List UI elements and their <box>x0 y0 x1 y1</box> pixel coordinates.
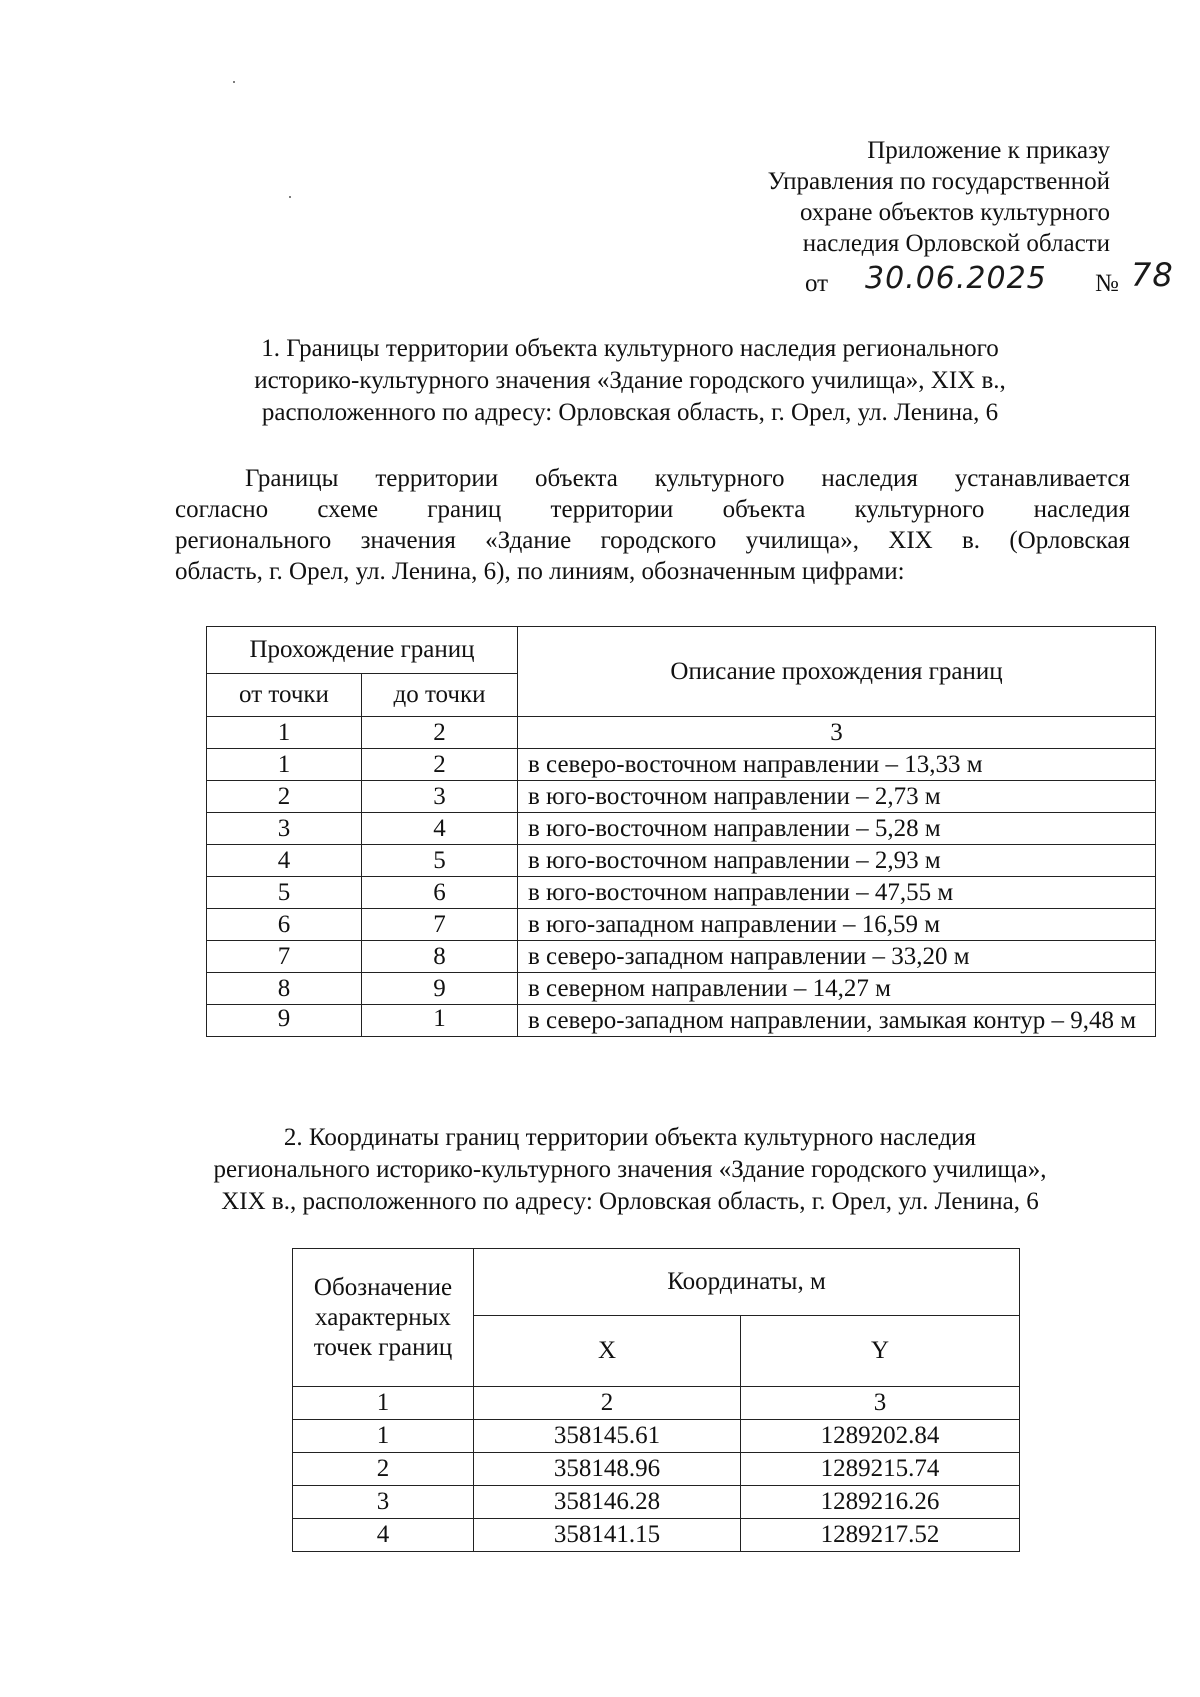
column-number-row <box>207 717 1156 749</box>
cell-from: 9 <box>207 1005 362 1037</box>
paragraph-line: согласно схеме границ территории объекта культурного наследия <box>175 496 1130 523</box>
header-boundary-passage: Прохождение границ <box>207 627 518 674</box>
cell-description: в северо-западном направлении – 33,20 м <box>518 941 1156 973</box>
heading-line: 1. Границы территории объекта культурного наследия регионального <box>261 335 999 362</box>
scan-speck <box>233 81 235 83</box>
table-row <box>293 1420 1020 1453</box>
date-prefix: от <box>805 270 829 297</box>
table-row <box>207 781 1156 813</box>
cell-from: 4 <box>207 845 362 877</box>
header-x: X <box>474 1316 741 1387</box>
cell-to: 1 <box>362 1005 518 1037</box>
number-sign: № <box>1095 270 1119 297</box>
table-row <box>207 813 1156 845</box>
appendix-block <box>768 135 1110 259</box>
cell-to: 8 <box>362 941 518 973</box>
heading-line: регионального историко-культурного значения «Здание городского училища», <box>213 1156 1047 1183</box>
cell-y: 1289215.74 <box>741 1453 1020 1486</box>
table-row <box>293 1453 1020 1486</box>
cell-to: 2 <box>362 749 518 781</box>
coordinates-table <box>292 1248 1020 1552</box>
cell-to: 6 <box>362 877 518 909</box>
cell-from: 5 <box>207 877 362 909</box>
cell-description: в юго-западном направлении – 16,59 м <box>518 909 1156 941</box>
table-row <box>207 909 1156 941</box>
column-number: 1 <box>207 717 362 749</box>
cell-description: в юго-восточном направлении – 5,28 м <box>518 813 1156 845</box>
paragraph-line: область, г. Орел, ул. Ленина, 6), по линиям, обозначенным цифрами: <box>175 558 905 585</box>
cell-x: 358148.96 <box>474 1453 741 1486</box>
cell-to: 5 <box>362 845 518 877</box>
paragraph-line: регионального значения «Здание городского училища», XIX в. (Орловская <box>175 527 1130 554</box>
cell-to: 3 <box>362 781 518 813</box>
column-number-row <box>293 1387 1020 1420</box>
column-number: 1 <box>293 1387 474 1420</box>
boundary-lines-table <box>206 626 1156 1037</box>
cell-from: 3 <box>207 813 362 845</box>
cell-description: в юго-восточном направлении – 47,55 м <box>518 877 1156 909</box>
handwritten-number: 78 <box>1131 256 1174 294</box>
cell-from: 1 <box>207 749 362 781</box>
column-number: 3 <box>741 1387 1020 1420</box>
table-row <box>207 1005 1156 1037</box>
cell-description: в северном направлении – 14,27 м <box>518 973 1156 1005</box>
column-number: 2 <box>362 717 518 749</box>
cell-description: в юго-восточном направлении – 2,93 м <box>518 845 1156 877</box>
appendix-line: Приложение к приказу <box>867 137 1110 164</box>
header-y: Y <box>741 1316 1020 1387</box>
cell-y: 1289216.26 <box>741 1486 1020 1519</box>
cell-from: 6 <box>207 909 362 941</box>
table-row <box>207 941 1156 973</box>
cell-point: 1 <box>293 1420 474 1453</box>
section1-heading <box>170 333 1090 429</box>
cell-description: в юго-восточном направлении – 2,73 м <box>518 781 1156 813</box>
cell-to: 4 <box>362 813 518 845</box>
appendix-line: Управления по государственной <box>767 168 1110 195</box>
table-row <box>207 877 1156 909</box>
appendix-line: наследия Орловской области <box>802 230 1110 257</box>
header-coordinates: Координаты, м <box>474 1249 1020 1316</box>
heading-line: XIX в., расположенного по адресу: Орловская область, г. Орел, ул. Ленина, 6 <box>221 1188 1039 1215</box>
cell-from: 7 <box>207 941 362 973</box>
cell-point: 3 <box>293 1486 474 1519</box>
column-number: 2 <box>474 1387 741 1420</box>
table-row <box>293 1519 1020 1552</box>
heading-line: историко-культурного значения «Здание городского училища», XIX в., <box>254 367 1006 394</box>
header-description: Описание прохождения границ <box>518 627 1156 717</box>
scan-speck <box>289 196 291 198</box>
cell-y: 1289202.84 <box>741 1420 1020 1453</box>
column-number: 3 <box>518 717 1156 749</box>
cell-to: 9 <box>362 973 518 1005</box>
cell-point: 2 <box>293 1453 474 1486</box>
section2-heading <box>170 1122 1090 1218</box>
cell-x: 358145.61 <box>474 1420 741 1453</box>
cell-y: 1289217.52 <box>741 1519 1020 1552</box>
cell-x: 358141.15 <box>474 1519 741 1552</box>
cell-point: 4 <box>293 1519 474 1552</box>
table-row <box>293 1486 1020 1519</box>
header-from-point: от точки <box>207 674 362 717</box>
cell-from: 2 <box>207 781 362 813</box>
cell-from: 8 <box>207 973 362 1005</box>
table-row <box>207 973 1156 1005</box>
cell-description: в северо-западном направлении, замыкая контур – 9,48 м <box>518 1005 1156 1037</box>
table-row <box>207 845 1156 877</box>
header-to-point: до точки <box>362 674 518 717</box>
cell-description: в северо-восточном направлении – 13,33 м <box>518 749 1156 781</box>
heading-line: расположенного по адресу: Орловская область, г. Орел, ул. Ленина, 6 <box>261 399 999 426</box>
handwritten-date: 30.06.2025 <box>865 261 1047 296</box>
header-points: Обозначение характерных точек границ <box>293 1249 474 1387</box>
cell-x: 358146.28 <box>474 1486 741 1519</box>
cell-to: 7 <box>362 909 518 941</box>
section1-paragraph <box>175 463 1130 587</box>
heading-line: 2. Координаты границ территории объекта культурного наследия <box>283 1124 977 1151</box>
table-row <box>207 749 1156 781</box>
appendix-line: охране объектов культурного <box>799 199 1110 226</box>
paragraph-line: Границы территории объекта культурного наследия устанавливается <box>245 465 1130 492</box>
